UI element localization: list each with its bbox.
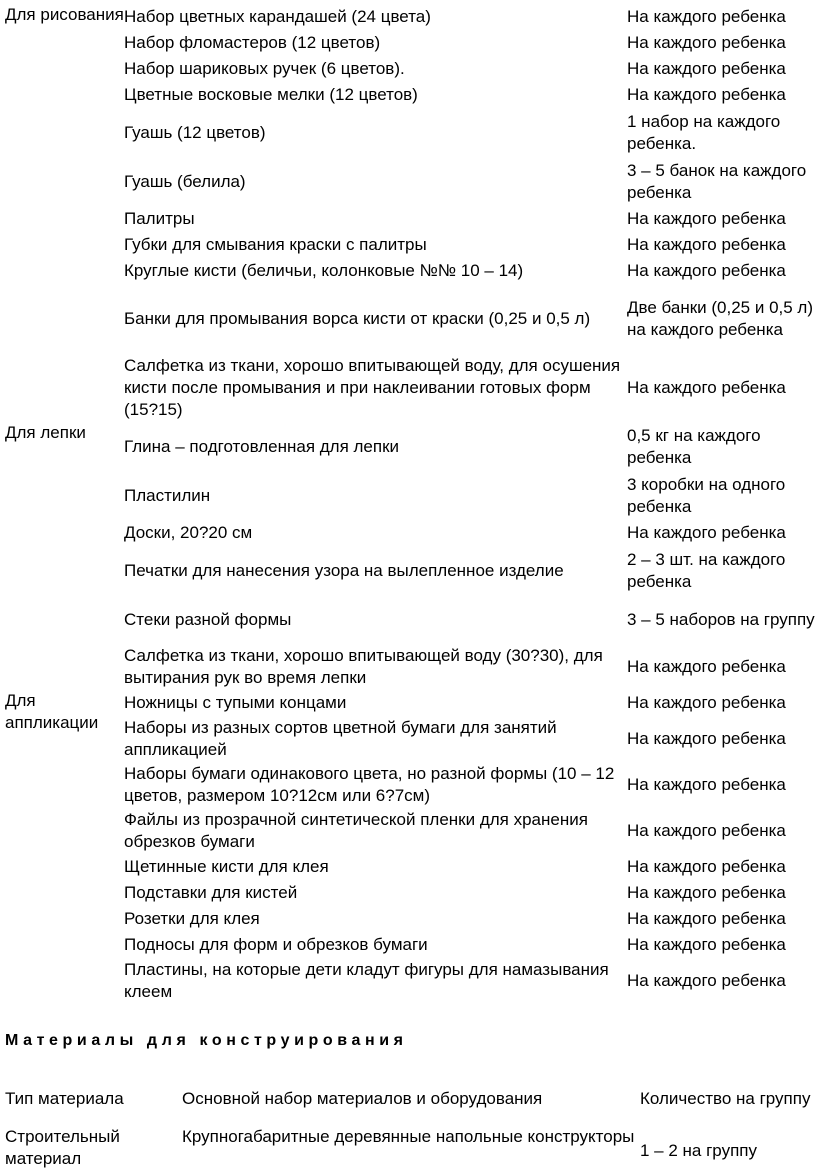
item-quantity: На каждого ребенка <box>627 261 786 280</box>
item-quantity: Две банки (0,25 и 0,5 л) на каждого ребенка <box>627 297 814 339</box>
item-name: Губки для смывания краски с палитры <box>124 235 427 254</box>
item-name: Салфетка из ткани, хорошо впитывающей воду (30?30), для вытирания рук во время лепки <box>124 646 603 687</box>
item-quantity: На каждого ребенка <box>627 377 786 397</box>
item-quantity: На каждого ребенка <box>627 883 786 902</box>
table-row <box>0 690 816 716</box>
item-quantity: На каждого ребенка <box>627 59 786 78</box>
item-name: Подносы для форм и обрезков бумаги <box>124 935 428 954</box>
item-name: Набор цветных карандашей (24 цвета) <box>124 7 431 26</box>
item-quantity: На каждого ребенка <box>627 523 786 542</box>
item-name: Щетинные кисти для клея <box>124 857 329 876</box>
item-quantity: На каждого ребенка <box>627 935 786 954</box>
item-name: Гуашь (12 цветов) <box>124 122 266 142</box>
item-name: Цветные восковые мелки (12 цветов) <box>124 85 418 104</box>
item-quantity: На каждого ребенка <box>627 7 786 26</box>
table-header-row <box>0 1072 816 1126</box>
item-name: Печатки для нанесения узора на вылепленное изделие <box>124 560 564 580</box>
item-name: Салфетка из ткани, хорошо впитывающей воду, для осушения кисти после промывания и при наклеивании готовых форм (15?15) <box>124 355 621 419</box>
item-quantity: На каждого ребенка <box>627 821 786 840</box>
item-name: Глина – подготовленная для лепки <box>124 436 400 456</box>
construction-materials-table <box>0 1072 816 1176</box>
item-quantity: На каждого ребенка <box>627 85 786 104</box>
item-quantity: 3 коробки на одного ребенка <box>627 474 786 516</box>
table-row <box>0 1126 816 1176</box>
item-name: Набор фломастеров (12 цветов) <box>124 33 381 52</box>
item-name: Набор шариковых ручек (6 цветов). <box>124 59 405 78</box>
item-name: Круглые кисти (беличьи, колонковые №№ 10 – 14) <box>124 261 524 280</box>
item-quantity: На каждого ребенка <box>627 657 786 676</box>
item-quantity: На каждого ребенка <box>627 33 786 52</box>
item-quantity: На каждого ребенка <box>627 857 786 876</box>
item-name: Подставки для кистей <box>124 883 298 902</box>
item-quantity: На каждого ребенка <box>627 693 786 712</box>
section-heading: Материалы для конструирования <box>5 1032 408 1049</box>
table-row <box>0 422 816 471</box>
item-name: Стеки разной формы <box>124 609 292 629</box>
item-name: Доски, 20?20 см <box>124 523 253 542</box>
item-quantity: На каждого ребенка <box>627 971 786 990</box>
item-quantity: На каждого ребенка <box>627 909 786 928</box>
column-header-set: Основной набор материалов и оборудования <box>182 1089 543 1108</box>
item-name: Розетки для клея <box>124 909 260 928</box>
category-drawing: Для рисования <box>5 5 124 24</box>
item-quantity: 1 набор на каждого ребенка. <box>627 111 781 153</box>
item-name: Пластины, на которые дети кладут фигуры для намазывания клеем <box>124 960 609 1001</box>
art-materials-table <box>0 4 816 1004</box>
item-quantity: 3 – 5 банок на каждого ребенка <box>627 160 807 202</box>
item-quantity: На каждого ребенка <box>627 235 786 254</box>
material-set: Крупногабаритные деревянные напольные конструкторы <box>182 1127 635 1146</box>
column-header-quantity: Количество на группу <box>640 1089 811 1108</box>
table-row <box>0 4 816 30</box>
item-name: Файлы из прозрачной синтетической пленки для хранения обрезков бумаги <box>124 810 588 851</box>
item-name: Пластилин <box>124 485 211 505</box>
column-header-type: Тип материала <box>5 1089 124 1108</box>
item-quantity: 2 – 3 шт. на каждого ребенка <box>627 549 786 591</box>
item-quantity: На каждого ребенка <box>627 209 786 228</box>
item-quantity: На каждого ребенка <box>627 775 786 794</box>
category-modeling: Для лепки <box>5 423 86 442</box>
item-quantity: 0,5 кг на каждого ребенка <box>627 425 761 467</box>
item-name: Палитры <box>124 209 195 228</box>
category-applique: Для аппликации <box>5 691 99 732</box>
item-name: Ножницы с тупыми концами <box>124 693 347 712</box>
item-quantity: 3 – 5 наборов на группу <box>627 609 815 629</box>
item-quantity: На каждого ребенка <box>627 729 786 748</box>
material-quantity: 1 – 2 на группу <box>640 1141 757 1160</box>
material-type: Строительный материал <box>5 1127 120 1168</box>
item-name: Наборы бумаги одинакового цвета, но разной формы (10 – 12 цветов, размером 10?12см или 6?7см) <box>124 764 615 805</box>
item-name: Наборы из разных сортов цветной бумаги для занятий аппликацией <box>124 718 557 759</box>
item-name: Банки для промывания ворса кисти от краски (0,25 и 0,5 л) <box>124 308 591 328</box>
item-name: Гуашь (белила) <box>124 171 246 191</box>
